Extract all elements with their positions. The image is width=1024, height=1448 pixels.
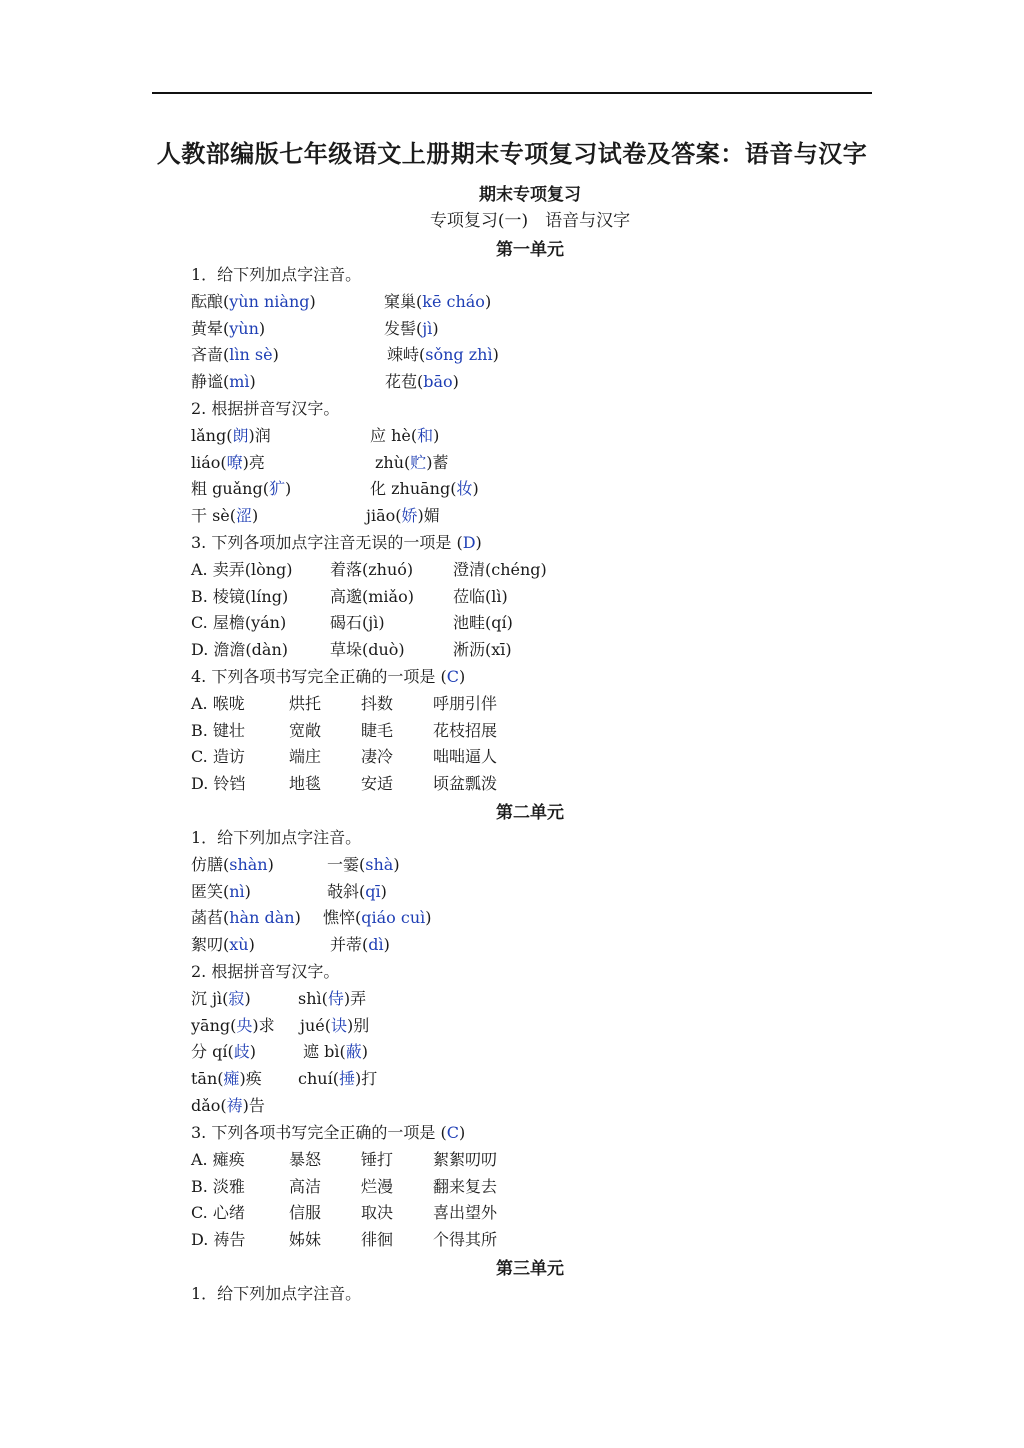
answer-choice: C (446, 1123, 459, 1142)
answer-item (300, 1013, 369, 1036)
item-word: jué( (300, 1015, 331, 1035)
answer-item (191, 1039, 256, 1062)
item-word: dǎo( (191, 1095, 227, 1115)
item-tail: ) (309, 292, 316, 311)
item-answer: 妆 (456, 479, 473, 499)
option-cell: 着落(zhuó) (330, 560, 414, 579)
item-answer: 捶 (338, 1069, 355, 1089)
answer-item (370, 423, 439, 446)
option-cell: B. 淡雅 (191, 1176, 245, 1196)
option-cell: 凄冷 (361, 747, 394, 767)
item-word: 分 qí( (191, 1042, 234, 1062)
item-answer: sǒng zhì (425, 345, 493, 365)
item-word: 黄晕( (191, 318, 230, 338)
item-word: 仿膳( (191, 855, 230, 874)
answer-choice: C (446, 667, 459, 686)
option-cell: A. 瘫痪 (191, 1150, 245, 1169)
question-text: 1．给下列加点字注音。 (191, 1284, 362, 1303)
item-tail: ) (294, 908, 301, 928)
option-cell: C. 屋檐(yán) (191, 613, 287, 633)
answer-item (366, 503, 440, 526)
option-cell: 池畦(qí) (453, 613, 513, 633)
answer-item (191, 369, 256, 392)
unit-heading: 第一单元 (496, 240, 564, 260)
item-tail: ) (380, 881, 387, 901)
answer-item (191, 986, 251, 1009)
question-text: 3. 下列各项书写完全正确的一项是 ( (191, 1123, 447, 1142)
option-cell: 睫毛 (361, 720, 394, 740)
answer-choice: D (462, 533, 476, 552)
option-cell: A. 卖弄(lòng) (191, 560, 293, 579)
item-answer: yùn (229, 318, 259, 338)
section-title: 期末专项复习 (479, 185, 581, 205)
option-cell: 烂漫 (361, 1176, 394, 1196)
answer-item (387, 342, 499, 365)
item-answer: xù (229, 935, 249, 955)
item-tail: )润 (248, 426, 271, 445)
item-answer: 和 (417, 426, 434, 445)
option-cell: C. 造访 (191, 747, 245, 767)
option-cell: 呼朋引伴 (433, 694, 498, 713)
answer-item (191, 316, 265, 339)
option-cell: 安适 (361, 774, 394, 794)
question-prompt (191, 530, 482, 553)
answer-item (323, 905, 432, 928)
item-word: 花苞( (385, 372, 424, 392)
question-text: 2. 根据拼音写汉字。 (191, 399, 340, 418)
item-answer: yùn niàng (229, 292, 310, 311)
answer-item (327, 879, 387, 902)
item-word: 憔悴( (323, 908, 362, 928)
item-answer: jì (422, 318, 433, 338)
item-word: liáo( (191, 452, 227, 472)
question-text: 1．给下列加点字注音。 (191, 828, 362, 847)
question-prompt (191, 825, 361, 848)
item-tail: ) (361, 1042, 368, 1062)
option-cell: C. 心绪 (191, 1203, 245, 1223)
item-tail: ) (267, 855, 274, 874)
option-cell: 锤打 (361, 1150, 394, 1169)
item-tail: )告 (242, 1095, 265, 1115)
item-answer: lìn sè (229, 345, 273, 365)
option-cell: 抖数 (361, 694, 394, 713)
option-cell: 徘徊 (361, 1230, 394, 1250)
item-word: 沉 jì( (191, 989, 229, 1008)
item-answer: dì (368, 935, 384, 955)
item-answer: 嘹 (226, 452, 243, 472)
item-tail: ) (248, 935, 255, 955)
item-word: 窠巢( (384, 292, 423, 311)
item-word: 吝啬( (191, 345, 230, 365)
answer-item (303, 1039, 368, 1062)
item-word: shì( (298, 989, 328, 1008)
item-tail: ) (484, 292, 492, 311)
answer-item (191, 1093, 265, 1116)
answer-item (191, 476, 291, 499)
item-tail: ) (425, 908, 432, 928)
item-answer: bāo (423, 372, 453, 392)
item-tail: ) (244, 989, 251, 1008)
option-cell: 澄清(chéng) (453, 560, 547, 579)
item-answer: 犷 (268, 479, 285, 499)
option-cell: 碣石(jì) (330, 613, 385, 633)
item-tail: ) (393, 855, 400, 874)
option-cell: 顷盆瓢泼 (433, 774, 498, 794)
option-cell: D. 澹澹(dàn) (191, 640, 289, 660)
item-tail: )蓄 (426, 452, 449, 472)
question-prompt (191, 396, 339, 419)
item-tail: )求 (252, 1015, 275, 1035)
item-word: 攲斜( (327, 881, 366, 901)
item-answer: 涩 (236, 506, 253, 526)
item-word: 应 hè( (370, 426, 418, 445)
answer-item (191, 342, 279, 365)
document-title: 人教部编版七年级语文上册期末专项复习试卷及答案：语音与汉字 (156, 139, 868, 168)
item-tail: )媚 (417, 506, 440, 526)
item-tail: ) (472, 479, 479, 499)
item-answer: qī (365, 881, 381, 901)
item-tail: ) (432, 318, 439, 338)
item-answer: mì (229, 372, 250, 392)
item-tail: ) (244, 881, 251, 901)
item-tail: ) (284, 479, 292, 499)
item-word: jiāo( (366, 506, 402, 526)
item-answer: 诀 (330, 1015, 347, 1035)
item-word: 菡萏( (191, 908, 230, 928)
item-answer: 侍 (327, 989, 344, 1008)
option-cell: 咄咄逼人 (433, 747, 498, 767)
option-cell: B. 棱镜(líng) (191, 586, 289, 606)
option-cell: B. 键壮 (191, 720, 245, 740)
item-answer: 瘫 (223, 1069, 240, 1089)
option-cell: 取决 (361, 1203, 394, 1223)
option-cell: 端庄 (289, 747, 322, 767)
answer-item (298, 986, 366, 1009)
answer-item (327, 852, 400, 875)
option-cell: 莅临(lì) (453, 586, 508, 606)
unit-heading: 第二单元 (496, 803, 564, 823)
question-prompt (191, 959, 339, 982)
answer-item (298, 1066, 377, 1089)
item-tail: )别 (347, 1015, 370, 1035)
answer-item (191, 932, 255, 955)
item-tail: )亮 (242, 452, 265, 472)
option-cell: 姊妹 (289, 1230, 322, 1250)
option-cell: 烘托 (289, 694, 322, 713)
item-word: 静谧( (191, 372, 230, 392)
item-word: 匿笑( (191, 881, 230, 901)
item-tail: ) (383, 935, 390, 955)
question-prompt (191, 664, 465, 687)
answer-item (330, 932, 390, 955)
item-word: 并蒂( (330, 935, 369, 955)
item-answer: 歧 (233, 1042, 250, 1062)
option-cell: 信服 (289, 1203, 322, 1223)
item-tail: ) (433, 426, 440, 445)
item-word: 发髻( (384, 318, 423, 338)
question-text: 2. 根据拼音写汉字。 (191, 962, 340, 981)
item-tail: ) (258, 318, 266, 338)
item-answer: hàn dàn (229, 908, 295, 928)
option-cell: 高邈(miǎo) (330, 586, 414, 606)
option-cell: 宽敞 (289, 720, 322, 740)
answer-item (191, 503, 258, 526)
item-answer: 蔽 (345, 1042, 362, 1062)
item-answer: 朗 (232, 426, 249, 445)
section-subtitle: 专项复习(一) 语音与汉字 (429, 211, 631, 231)
option-cell: A. 喉咙 (191, 694, 245, 713)
option-cell: 淅沥(xī) (453, 640, 512, 660)
item-answer: nì (229, 881, 245, 901)
option-cell: 翻来复去 (433, 1176, 498, 1196)
item-answer: qiáo cuì (361, 908, 426, 928)
answer-item (370, 476, 479, 499)
item-tail: ) (492, 345, 499, 365)
item-word: 遮 bì( (303, 1042, 346, 1062)
item-word: 竦峙( (387, 345, 426, 365)
question-prompt (191, 1120, 465, 1143)
item-answer: 祷 (226, 1095, 243, 1115)
item-word: chuí( (298, 1069, 339, 1089)
item-tail: ) (252, 506, 259, 526)
answer-item (385, 369, 459, 392)
item-tail: ) (249, 372, 256, 392)
item-word: zhù( (375, 452, 411, 472)
item-word: tān( (191, 1069, 224, 1089)
answer-item (191, 905, 301, 928)
answer-item (191, 289, 316, 312)
paren: ) (475, 533, 482, 552)
answer-item (384, 289, 491, 312)
item-word: 酝酿( (191, 292, 230, 311)
item-answer: 娇 (401, 506, 418, 526)
answer-item (191, 852, 274, 875)
item-answer: 央 (236, 1015, 253, 1035)
item-answer: 寂 (228, 989, 245, 1008)
item-word: yāng( (191, 1015, 237, 1035)
item-tail: ) (249, 1042, 256, 1062)
item-answer: kē cháo (422, 292, 485, 311)
option-cell: 喜出望外 (433, 1203, 498, 1223)
item-tail: )打 (354, 1069, 378, 1089)
answer-item (384, 316, 439, 339)
answer-item (191, 423, 271, 446)
option-cell: 个得其所 (433, 1230, 498, 1250)
question-text: 4. 下列各项书写完全正确的一项是 ( (191, 667, 447, 686)
item-word: 粗 guǎng( (191, 479, 269, 499)
question-text: 3. 下列各项加点字注音无误的一项是 ( (191, 533, 463, 552)
item-tail: )痪 (239, 1069, 262, 1089)
item-tail: )弄 (343, 989, 367, 1008)
option-cell: D. 铃铛 (191, 774, 246, 794)
question-text: 1．给下列加点字注音。 (191, 265, 362, 284)
answer-item (375, 450, 449, 473)
item-word: 絮叨( (191, 935, 230, 955)
item-answer: shàn (229, 855, 268, 874)
question-prompt (191, 262, 361, 285)
answer-item (191, 450, 265, 473)
question-prompt (191, 1281, 361, 1304)
option-cell: 暴怒 (289, 1150, 322, 1169)
unit-heading: 第三单元 (496, 1259, 564, 1279)
option-cell: 高洁 (289, 1176, 322, 1196)
header-rule (152, 92, 872, 94)
item-answer: 贮 (410, 452, 427, 472)
option-cell: D. 祷告 (191, 1230, 246, 1250)
item-word: 化 zhuāng( (370, 479, 457, 499)
item-word: lǎng( (191, 426, 233, 445)
option-cell: 絮絮叨叨 (433, 1150, 498, 1169)
paren: ) (458, 1123, 466, 1142)
option-cell: 地毯 (289, 774, 322, 794)
answer-item (191, 1066, 262, 1089)
paren: ) (458, 667, 466, 686)
item-answer: shà (365, 855, 394, 874)
answer-item (191, 879, 251, 902)
option-cell: 草垛(duò) (330, 640, 405, 660)
option-cell: 花枝招展 (433, 720, 498, 740)
item-tail: ) (272, 345, 279, 365)
item-tail: ) (452, 372, 459, 392)
answer-item (191, 1013, 275, 1036)
item-word: 一霎( (327, 855, 366, 874)
item-word: 干 sè( (191, 506, 237, 526)
